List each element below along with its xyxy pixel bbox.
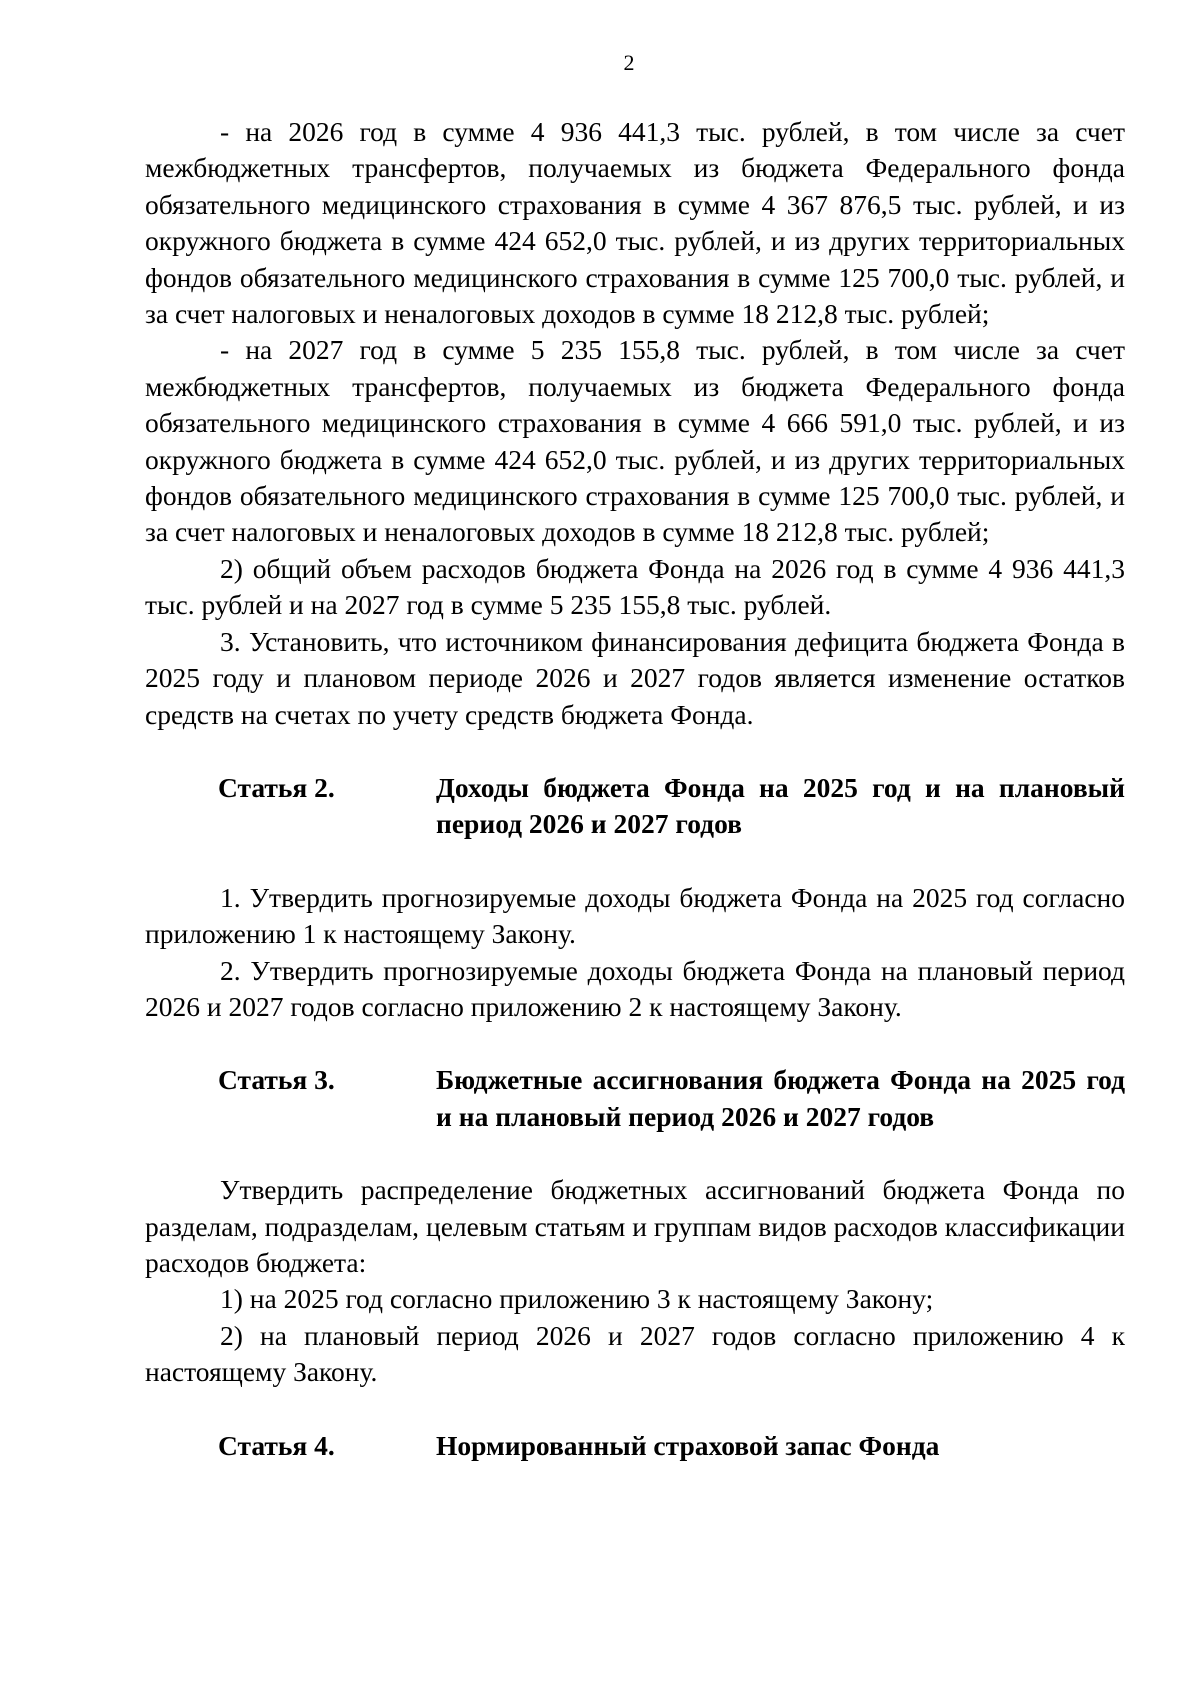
article-3-label: Статья 3.	[218, 1064, 335, 1096]
article-2-heading	[145, 770, 1125, 843]
page-number: 2	[623, 50, 635, 75]
article-4-title: Нормированный страховой запас Фонда	[436, 1429, 940, 1461]
article-3-paragraph-3: 2) на плановый период 2026 и 2027 годов согласно приложению 4 к настоящему Закону.	[145, 1319, 1125, 1388]
article-2-label: Статья 2.	[218, 771, 335, 803]
paragraph-income-2027: - на 2027 год в сумме 5 235 155,8 тыс. рублей, в том числе за счет межбюджетных трансфертов, получаемых из бюджета Федерального фонда обязательного медицинского страхования в сумме 4 666 591,0 тыс. рублей, и из окружного бюджета в сумме 424 652,0 тыс. рублей, и из других территориальных фондов обязательного медицинского страхования в сумме 125 700,0 тыс. рублей, и за счет налоговых и неналоговых доходов в сумме 18 212,8 тыс. рублей;	[145, 334, 1125, 548]
article-3-title: Бюджетные ассигнования бюджета Фонда на 2025 год и на плановый период 2026 и 2027 годов	[436, 1064, 1125, 1132]
article-3-heading	[145, 1062, 1125, 1135]
article-3-paragraph-1: Утвердить распределение бюджетных ассигнований бюджета Фонда по разделам, подразделам, целевым статьям и группам видов расходов классификации расходов бюджета:	[145, 1174, 1125, 1278]
article-2-paragraph-1: 1. Утвердить прогнозируемые доходы бюджета Фонда на 2025 год согласно приложению 1 к настоящему Закону.	[145, 881, 1125, 950]
article-2-title: Доходы бюджета Фонда на 2025 год и на плановый период 2026 и 2027 годов	[436, 771, 1125, 840]
article-4-heading	[145, 1428, 1125, 1464]
article-2-paragraph-2: 2. Утвердить прогнозируемые доходы бюджета Фонда на плановый период 2026 и 2027 годов согласно приложению 2 к настоящему Закону.	[145, 954, 1125, 1022]
article-4-label: Статья 4.	[218, 1429, 335, 1461]
paragraph-deficit-source: 3. Установить, что источником финансирования дефицита бюджета Фонда в 2025 году и плановом периоде 2026 и 2027 годов является изменение остатков средств на счетах по учету средств бюджета Фонда.	[145, 625, 1125, 730]
document-body	[145, 114, 1125, 1464]
article-3-paragraph-2: 1) на 2025 год согласно приложению 3 к настоящему Закону;	[220, 1283, 934, 1315]
paragraph-income-2026: - на 2026 год в сумме 4 936 441,3 тыс. рублей, в том числе за счет межбюджетных трансфертов, получаемых из бюджета Федерального фонда обязательного медицинского страхования в сумме 4 367 876,5 тыс. рублей, и из окружного бюджета в сумме 424 652,0 тыс. рублей, и из других территориальных фондов обязательного медицинского страхования в сумме 125 700,0 тыс. рублей, и за счет налоговых и неналоговых доходов в сумме 18 212,8 тыс. рублей;	[145, 116, 1125, 330]
paragraph-expenses-total: 2) общий объем расходов бюджета Фонда на 2026 год в сумме 4 936 441,3 тыс. рублей и на 2027 год в сумме 5 235 155,8 тыс. рублей.	[145, 552, 1125, 621]
